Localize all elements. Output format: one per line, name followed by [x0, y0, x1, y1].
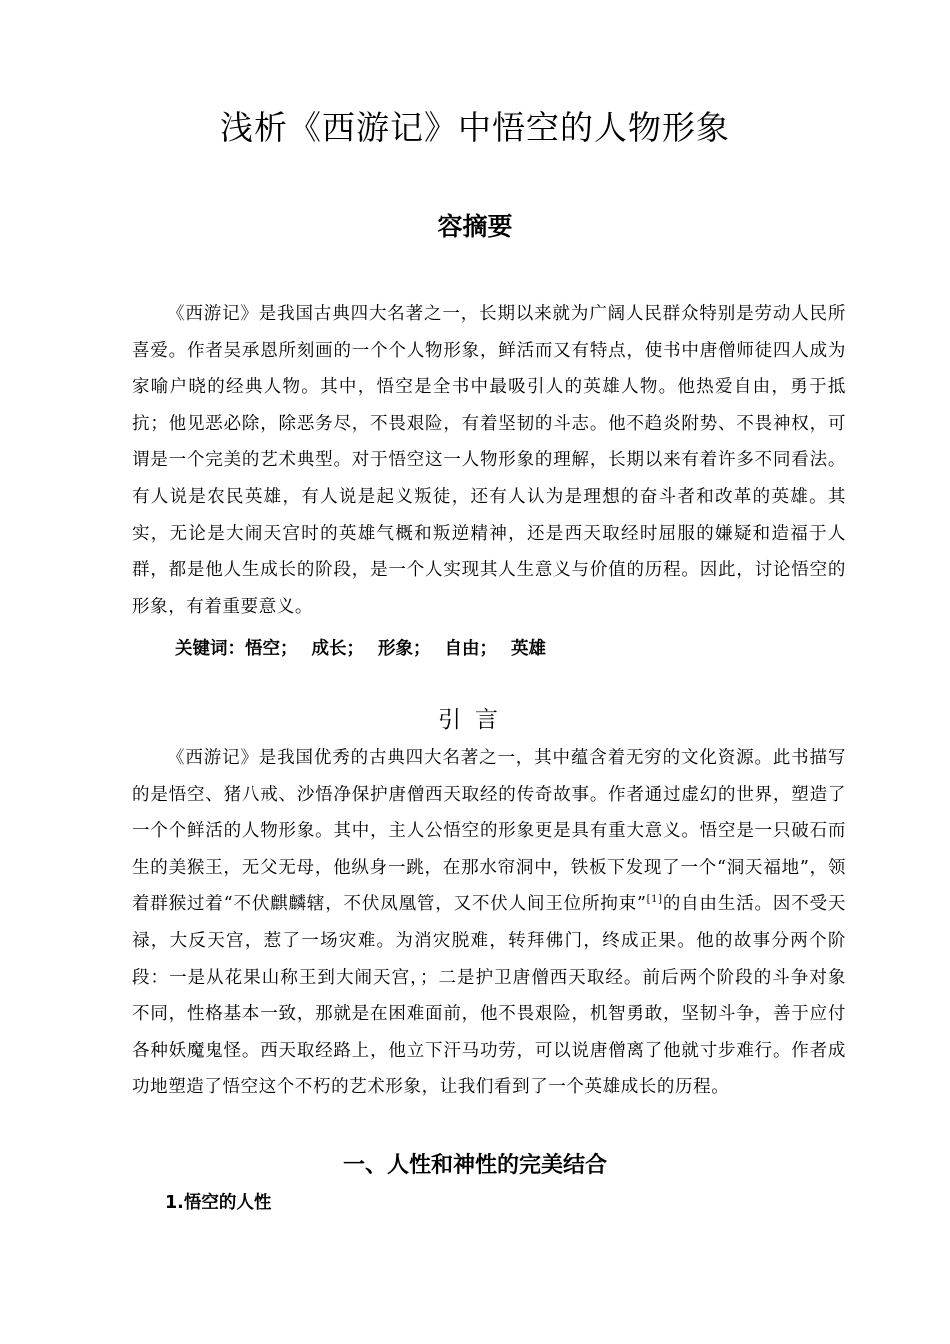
keyword-item: 自由； [444, 639, 497, 659]
keyword-item: 英雄 [511, 639, 546, 659]
chapter-heading: 一、人性和神性的完美结合 [342, 1153, 607, 1178]
keyword-item: 悟空； [245, 639, 298, 659]
keyword-item: 形象； [378, 639, 431, 659]
citation-ref: [1] [646, 894, 663, 906]
abstract-paragraph: 《西游记》是我国古典四大名著之一，长期以来就为广阔人民群众特别是劳动人民所喜爱。作者吴承恩所刻画的一个个人物形象，鲜活而又有特点，使书中唐僧师徒四人成为家喻户晓的经典人物。其中，悟空是全书中最吸引人的英雄人物。他热爱自由，勇于抵抗；他见恶必除，除恶务尽，不畏艰险，有着坚韧的斗志。他不趋炎附势、不畏神权，可谓是一个完美的艺术典型。对于悟空这一人物形象的理解，长期以来有着许多不同看法。有人说是农民英雄，有人说是起义叛徒，还有人认为是理想的奋斗者和改革的英雄。其实，无论是大闹天宫时的英雄气概和叛逆精神，还是西天取经时屈服的嫌疑和造福于人群，都是他人生成长的阶段，是一个人实现其人生意义与价值的历程。因此，讨论悟空的形象，有着重要意义。 [132, 304, 846, 617]
keywords-label: 关键词： [175, 639, 245, 659]
intro-text-part1: 《西游记》是我国优秀的古典四大名著之一，其中蕴含着无穷的文化资源。此书描写的是悟空、猪八戒、沙悟净保护唐僧西天取经的传奇故事。作者通过虚幻的世界，塑造了一个个鲜活的人物形象。其中，主人公悟空的形象更是具有重大意义。悟空是一只破石而生的美猴王，无父无母，他纵身一跳，在那水帘洞中，铁板下发现了一个“洞天福地”，领着群猴过着“不伏麒麟辖，不伏凤凰管，又不伏人间王位所拘束” [132, 748, 846, 915]
keyword-item: 成长； [311, 639, 364, 659]
keywords-line [175, 634, 560, 664]
intro-text-part2: 的自由生活。因不受天禄，大反天宫，惹了一场灾难。为消灾脱难，转拜佛门，终成正果。他的故事分两个阶段：一是从花果山称王到大闹天宫，；二是护卫唐僧西天取经。前后两个阶段的斗争对象不同，性格基本一致，那就是在困难面前，他不畏艰险，机智勇敢，坚韧斗争，善于应付各种妖魔鬼怪。西天取经路上，他立下汗马功劳，可以说唐僧离了他就寸步难行。作者成功地塑造了悟空这个不朽的艺术形象，让我们看到了一个英雄成长的历程。 [132, 894, 847, 1098]
intro-heading: 引言 [438, 707, 512, 733]
document-title: 浅析《西游记》中悟空的人物形象 [220, 108, 730, 147]
intro-paragraph [132, 740, 846, 1106]
abstract-heading: 容摘要 [437, 212, 513, 241]
subsection-heading: 1.悟空的人性 [165, 1193, 272, 1213]
